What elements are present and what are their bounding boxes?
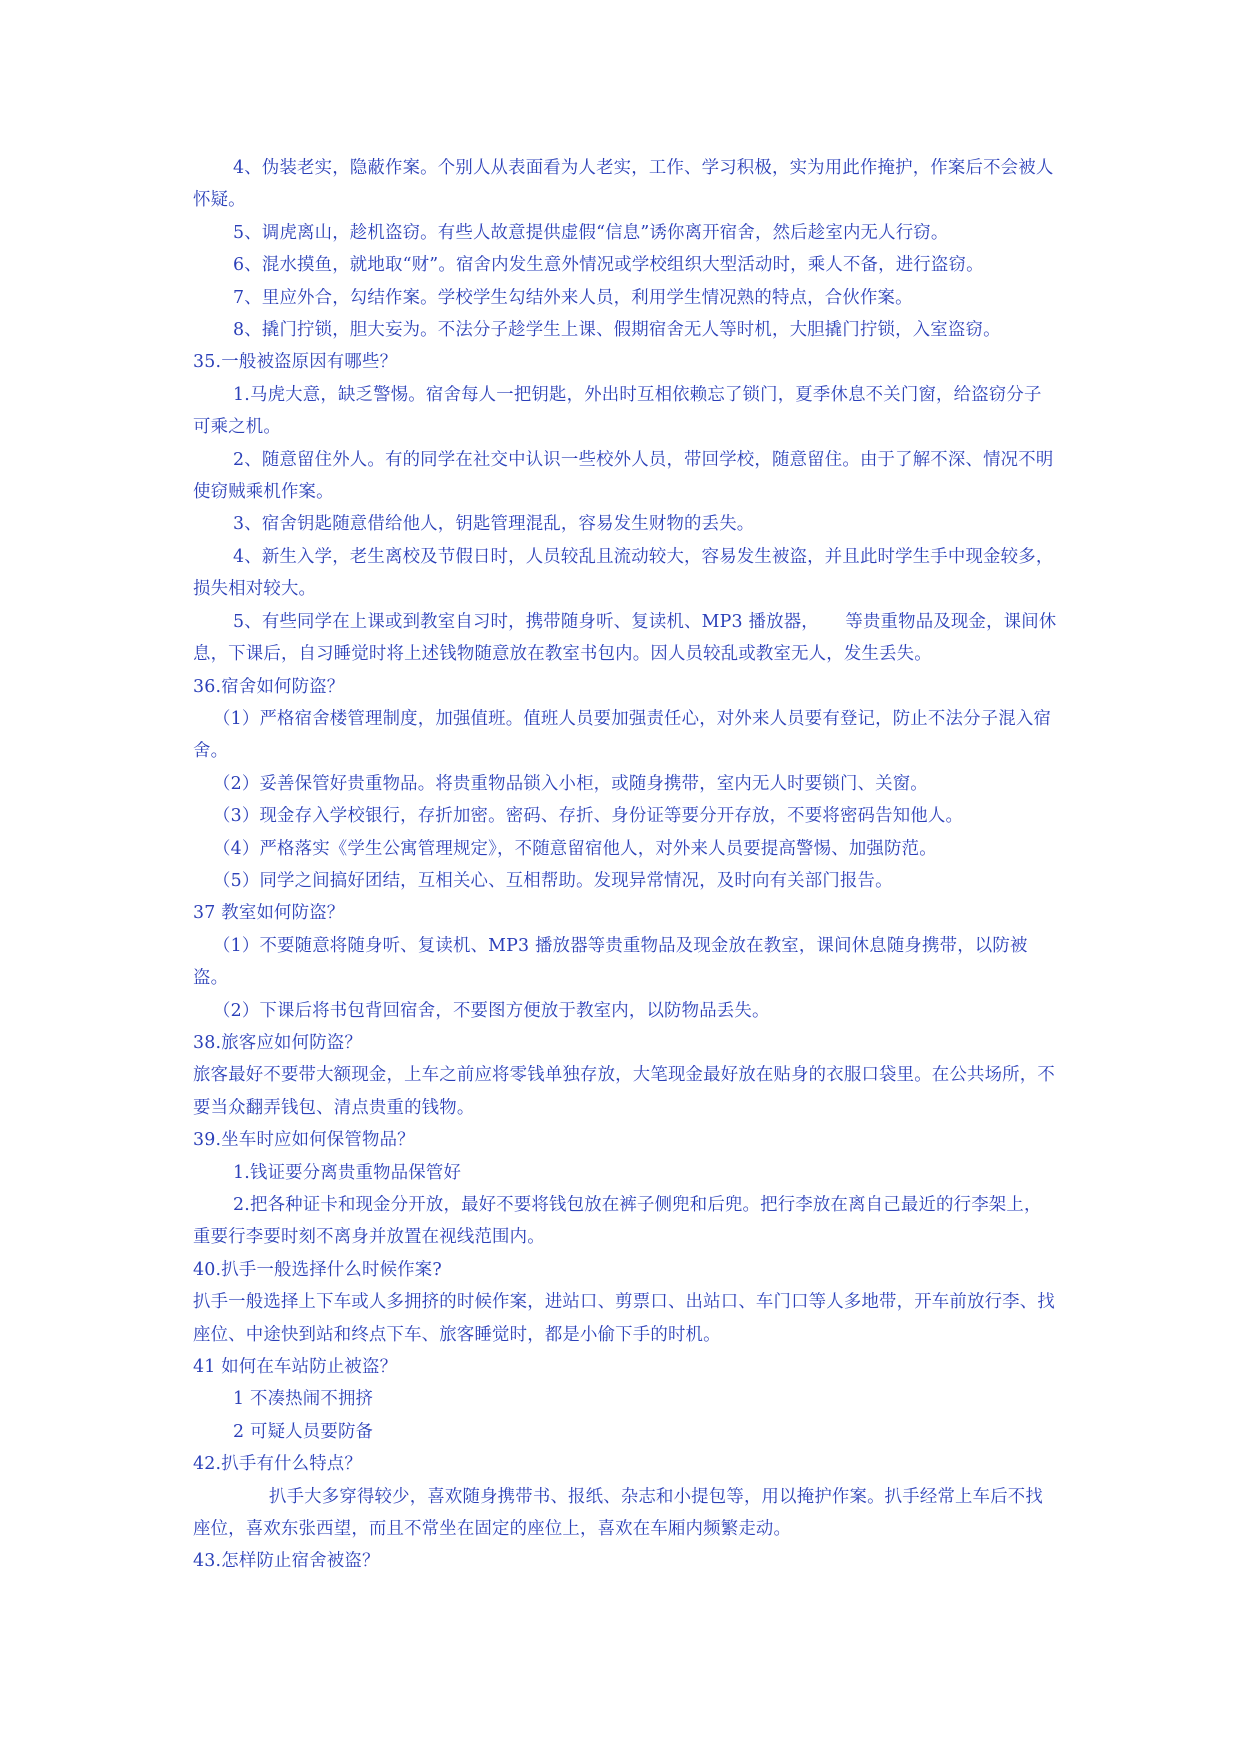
section-heading: 40.扒手一般选择什么时候作案? xyxy=(193,1259,442,1280)
section-heading: 43.怎样防止宿舍被盗？ xyxy=(193,1551,380,1572)
paragraph: （1）严格宿舍楼管理制度，加强值班。值班人员要加强责任心，对外来人员要有登记，防止不法分子混入宿舍。 xyxy=(193,708,1052,762)
paragraph: 1.马虎大意，缺乏警惕。宿舍每人一把钥匙，外出时互相依赖忘了锁门，夏季休息不关门窗，给盗窃分子可乘之机。 xyxy=(193,384,1042,438)
section-heading: 39.坐车时应如何保管物品？ xyxy=(193,1130,415,1151)
paragraph: 8、撬门拧锁，胆大妄为。不法分子趁学生上课、假期宿舍无人等时机，大胆撬门拧锁，入室盗窃。 xyxy=(233,320,1001,341)
section-heading: 37 教室如何防盗？ xyxy=(193,903,345,924)
paragraph: （1）不要随意将随身听、复读机、MP3 播放器等贵重物品及现金放在教室，课间休息随身携带，以防被盗。 xyxy=(193,935,1028,989)
document-body xyxy=(193,152,1058,1578)
paragraph: 4、新生入学，老生离校及节假日时，人员较乱且流动较大，容易发生被盗，并且此时学生手中现金较多，损失相对较大。 xyxy=(193,546,1054,600)
paragraph: 扒手一般选择上下车或人多拥挤的时候作案，进站口、剪票口、出站口、车门口等人多地带，开车前放行李、找座位、中途快到站和终点下车、旅客睡觉时，都是小偷下手的时机。 xyxy=(193,1292,1055,1345)
paragraph: 旅客最好不要带大额现金，上车之前应将零钱单独存放，大笔现金最好放在贴身的衣服口袋里。在公共场所，不要当众翻弄钱包、清点贵重的钱物。 xyxy=(193,1065,1055,1118)
paragraph: 扒手大多穿得较少，喜欢随身携带书、报纸、杂志和小提包等，用以掩护作案。扒手经常上车后不找座位，喜欢东张西望，而且不常坐在固定的座位上，喜欢在车厢内频繁走动。 xyxy=(193,1486,1043,1540)
paragraph: 7、里应外合，勾结作案。学校学生勾结外来人员，利用学生情况熟的特点，合伙作案。 xyxy=(233,287,913,308)
section-heading: 41 如何在车站防止被盗？ xyxy=(193,1357,398,1378)
section-heading: 38.旅客应如何防盗？ xyxy=(193,1032,362,1053)
paragraph: （2）妥善保管好贵重物品。将贵重物品锁入小柜，或随身携带，室内无人时要锁门、关窗。 xyxy=(213,773,928,794)
paragraph: 4、伪装老实，隐蔽作案。个别人从表面看为人老实，工作、学习积极，实为用此作掩护，作案后不会被人怀疑。 xyxy=(193,158,1054,211)
paragraph: 2、随意留住外人。有的同学在社交中认识一些校外人员，带回学校，随意留住。由于了解不深、情况不明使窃贼乘机作案。 xyxy=(193,449,1054,503)
paragraph: 5、有些同学在上课或到教室自习时，携带随身听、复读机、MP3 播放器， 等贵重物品及现金，课间休息，下课后，自习睡觉时将上述钱物随意放在教室书包内。因人员较乱或教室无人，发生丢失。 xyxy=(193,611,1057,665)
section-heading: 42.扒手有什么特点？ xyxy=(193,1454,362,1475)
paragraph: 6、混水摸鱼，就地取“财”。宿舍内发生意外情况或学校组织大型活动时，乘人不备，进行盗窃。 xyxy=(233,255,984,276)
paragraph: 1 不凑热闹不拥挤 xyxy=(233,1389,374,1410)
paragraph: （5）同学之间搞好团结，互相关心、互相帮助。发现异常情况，及时向有关部门报告。 xyxy=(213,870,893,891)
paragraph: 2 可疑人员要防备 xyxy=(233,1421,374,1442)
paragraph: （4）严格落实《学生公寓管理规定》，不随意留宿他人，对外来人员要提高警惕、加强防范。 xyxy=(213,838,937,859)
paragraph: 5、调虎离山，趁机盗窃。有些人故意提供虚假“信息”诱你离开宿舍，然后趁室内无人行窃。 xyxy=(233,222,949,243)
paragraph: 2.把各种证卡和现金分开放，最好不要将钱包放在裤子侧兜和后兜。把行李放在离自己最近的行李架上，重要行李要时刻不离身并放置在视线范围内。 xyxy=(193,1195,1042,1248)
paragraph: （3）现金存入学校银行，存折加密。密码、存折、身份证等要分开存放，不要将密码告知他人。 xyxy=(213,806,964,827)
paragraph: 1.钱证要分离贵重物品保管好 xyxy=(233,1162,462,1183)
paragraph: 3、宿舍钥匙随意借给他人，钥匙管理混乱，容易发生财物的丢失。 xyxy=(233,514,755,535)
paragraph: （2）下课后将书包背回宿舍，不要图方便放于教室内，以防物品丢失。 xyxy=(213,1000,770,1021)
section-heading: 36.宿舍如何防盗？ xyxy=(193,676,345,697)
section-heading: 35.一般被盗原因有哪些？ xyxy=(193,352,398,373)
